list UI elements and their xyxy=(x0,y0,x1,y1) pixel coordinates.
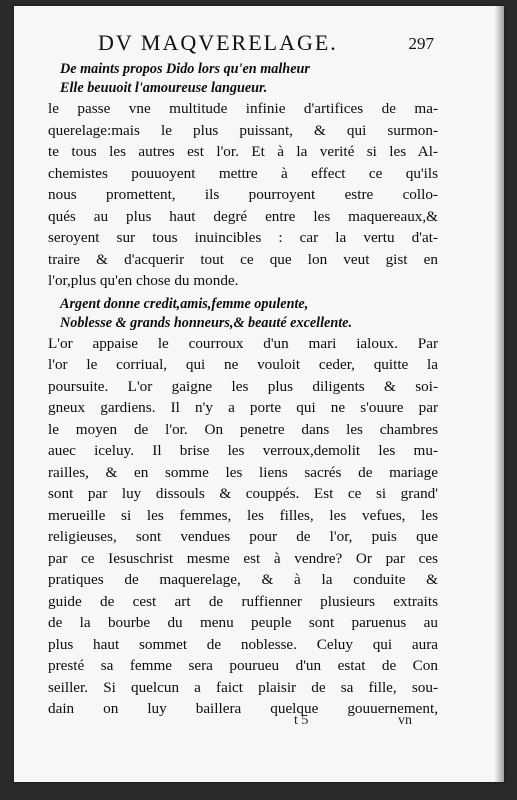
text-line: auec iceluy. Il brise les verroux,demolit les mu- xyxy=(48,442,438,459)
text-line: pratiques de maquerelage, & à la conduite & xyxy=(48,571,438,588)
page-number: 297 xyxy=(408,34,434,53)
text-line: te tous les autres est l'or. Et à la verité si les Al- xyxy=(48,143,438,160)
text-line: plus haut sommet de noblesse. Celuy qui aura xyxy=(48,635,438,653)
text-line: sont par luy dissouls & couppés. Est ce si grand' xyxy=(48,485,438,502)
text-line: le moyen de l'or. On penetre dans les chambres xyxy=(48,420,438,438)
text-line: le passe vne multitude infinie d'artifices de ma- xyxy=(48,100,438,117)
text-line: l'or le corriual, qui ne vouloit ceder, quitte la xyxy=(48,356,438,373)
text-line: dain on luy baillera quelque gouuernement, xyxy=(48,700,438,717)
running-title: DV MAQVERELAGE. xyxy=(98,30,338,55)
text-line: l'or,plus qu'en chose du monde. xyxy=(48,272,239,289)
text-line: nous promettent, ils pourroyent estre collo- xyxy=(48,186,438,203)
text-line: querelage:mais le plus puissant, & qui surmon- xyxy=(48,121,438,139)
text-line: gneux gardiens. Il n'y a porte qui ne s'ouure par xyxy=(48,399,438,416)
text-line: poursuite. L'or gaigne les plus diligents & soi- xyxy=(48,377,438,395)
text-line: de la bourbe du menu peuple sont paruenus au xyxy=(48,614,438,631)
verse-line: De maints propos Dido lors qu'en malheur xyxy=(60,61,310,77)
text-line: merueille si les femmes, les filles, les vefues, les xyxy=(48,506,438,524)
verse-line: Noblesse & grands honneurs,& beauté excellente. xyxy=(60,314,353,331)
text-line: presté sa femme sera pourueu d'un estat de Con xyxy=(48,657,438,674)
text-line: traire & d'acquerir tout ce que lon veut gist en xyxy=(48,250,438,268)
text-line: qués au plus haut degré entre les maquereaux,& xyxy=(48,207,438,225)
verse-line: Argent donne credit,amis,femme opulente, xyxy=(60,295,309,312)
text-line: par ce Iesuschrist mesme est à vendre? Or par ces xyxy=(48,549,438,567)
signature-mark: t 5 xyxy=(294,713,309,728)
text-line: religieuses, sont vendues pour de l'or, puis que xyxy=(48,528,438,545)
text-line: seiller. Si quelcun a faict plaisir de sa fille, sou- xyxy=(48,678,438,696)
text-line: L'or appaise le courroux d'un mari ialoux. Par xyxy=(48,334,438,352)
text-line: chemistes pouuoyent mettre à effect ce qu'ils xyxy=(48,164,438,182)
text-line: guide de cest art de ruffienner plusieurs extraits xyxy=(48,592,438,610)
text-block xyxy=(48,60,438,720)
verse-line: Elle beuuoit l'amoureuse langueur. xyxy=(60,80,268,96)
footer-line xyxy=(294,713,412,729)
page-edge-shadow xyxy=(494,6,504,782)
text-line: railles, & en somme les liens sacrés de mariage xyxy=(48,463,438,481)
book-page xyxy=(14,6,504,782)
catchword: vn xyxy=(398,713,412,728)
text-line: seroyent sur tous inuincibles : car la vertu d'at- xyxy=(48,229,438,246)
